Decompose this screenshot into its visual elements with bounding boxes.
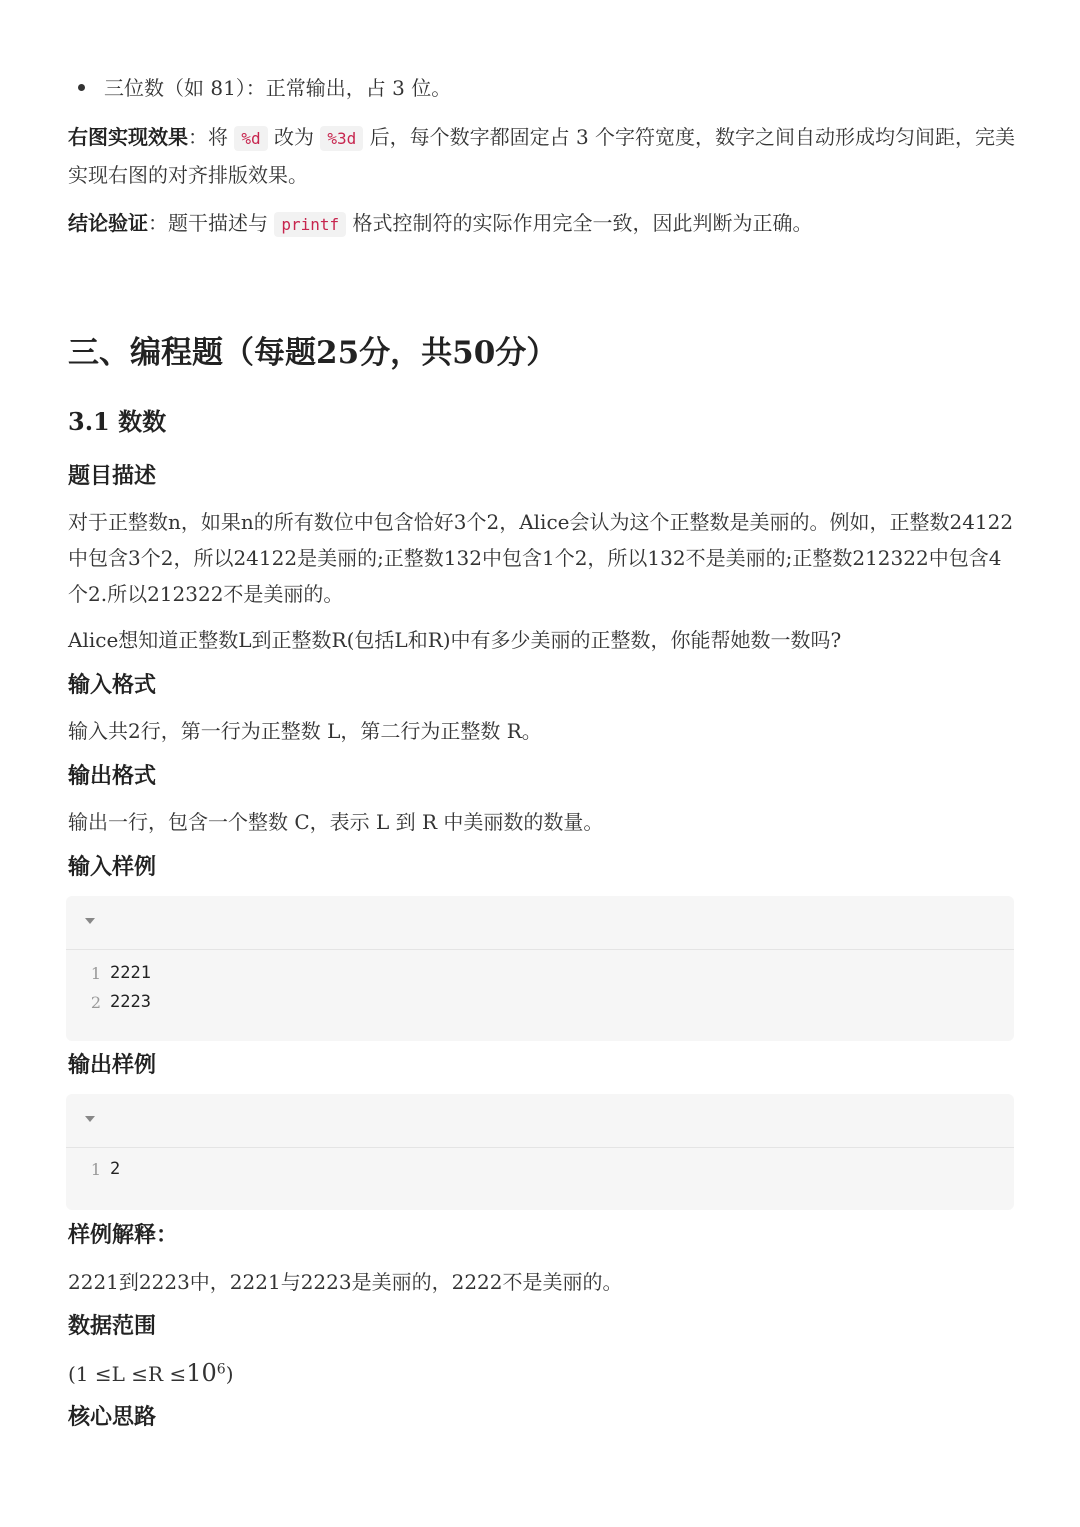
heading-sample-explain: 样例解释： xyxy=(68,1222,179,1248)
bullet-item xyxy=(68,70,1018,106)
description-paragraph-1: 对于正整数n，如果n的所有数位中包含恰好3个2，Alice会认为这个正整数是美丽的。例如，正整数24122中包含3个2，所以24122是美丽的;正整数132中包含1个2，所以132不是美丽的;正整数212322中包含4个2.所以212322不是美丽的。 xyxy=(68,510,1014,606)
description-paragraph-2: Alice想知道正整数L到正整数R(包括L和R)中有多少美丽的正整数，你能帮她数一数吗? xyxy=(68,628,842,652)
data-range-text xyxy=(68,1355,1018,1392)
code-body xyxy=(66,950,1014,1017)
line-code: 2 xyxy=(110,1159,121,1179)
effect-paragraph xyxy=(68,119,1018,193)
code-line xyxy=(66,959,1014,988)
code-line xyxy=(66,1155,1014,1184)
code-header xyxy=(66,1094,1014,1148)
code-header xyxy=(66,896,1014,950)
inline-code-3d: %3d xyxy=(320,126,363,151)
section-title: 三、编程题（每题25分，共50分） xyxy=(68,335,558,371)
input-sample-codeblock xyxy=(66,896,1014,1041)
effect-colon: ：将 xyxy=(188,125,235,149)
conclusion-after: 格式控制符的实际作用完全一致，因此判断为正确。 xyxy=(346,211,813,235)
sample-explain-text: 2221到2223中，2221与2223是美丽的，2222不是美丽的。 xyxy=(68,1270,623,1294)
inline-code-d: %d xyxy=(234,126,267,151)
line-code: 2223 xyxy=(110,992,151,1012)
collapse-caret-icon[interactable] xyxy=(85,1116,95,1122)
heading-description: 题目描述 xyxy=(68,463,157,489)
heading-data-range: 数据范围 xyxy=(68,1313,157,1339)
range-base: 10 xyxy=(186,1359,217,1387)
code-line xyxy=(66,988,1014,1017)
range-prefix: (1 ≤L ≤R ≤ xyxy=(68,1362,187,1386)
line-number: 1 xyxy=(90,1160,102,1179)
conclusion-label: 结论验证 xyxy=(68,211,148,235)
heading-input-sample: 输入样例 xyxy=(68,854,157,880)
input-format-text: 输入共2行，第一行为正整数 L，第二行为正整数 R。 xyxy=(68,719,542,743)
collapse-caret-icon[interactable] xyxy=(85,918,95,924)
line-code: 2221 xyxy=(110,963,151,983)
output-sample-codeblock xyxy=(66,1094,1014,1210)
bullet-text: 三位数（如 81）：正常输出，占 3 位。 xyxy=(104,76,452,100)
effect-mid: 改为 xyxy=(267,125,321,149)
code-body xyxy=(66,1148,1014,1184)
inline-code-printf: printf xyxy=(274,212,346,237)
range-exponent: 6 xyxy=(216,1361,226,1378)
line-number: 1 xyxy=(90,964,102,983)
effect-label: 右图实现效果 xyxy=(68,125,188,149)
heading-output-sample: 输出样例 xyxy=(68,1052,157,1078)
conclusion-before: ：题干描述与 xyxy=(148,211,275,235)
effect-rest: 后，每个数字都固定占 3 个字符宽度，数字之间自动形成均匀间距，完美实现右图的对齐排版效果。 xyxy=(68,125,1016,187)
problem-title: 3.1 数数 xyxy=(68,407,167,436)
bullet-dot xyxy=(78,84,85,91)
conclusion-paragraph xyxy=(68,205,1018,243)
heading-input-format: 输入格式 xyxy=(68,672,157,698)
range-suffix: ) xyxy=(225,1362,234,1386)
output-format-text: 输出一行，包含一个整数 C，表示 L 到 R 中美丽数的数量。 xyxy=(68,810,604,834)
heading-output-format: 输出格式 xyxy=(68,763,157,789)
heading-core-idea: 核心思路 xyxy=(68,1404,157,1430)
line-number: 2 xyxy=(90,993,102,1012)
